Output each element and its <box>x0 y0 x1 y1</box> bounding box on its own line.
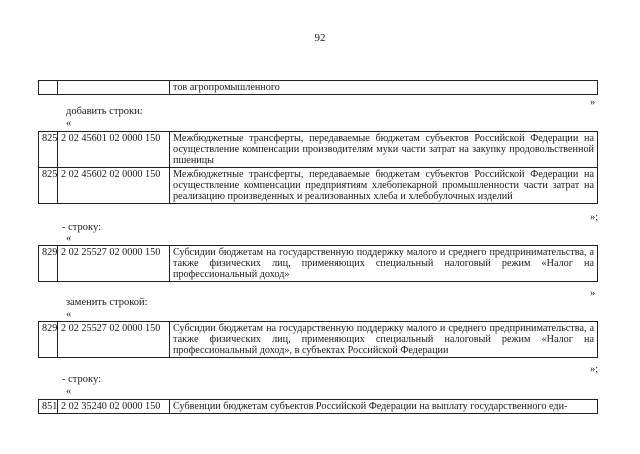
row-number-cell: 829 <box>39 246 58 282</box>
row-code-cell <box>58 81 170 95</box>
table-row <box>39 168 598 204</box>
table-row <box>39 132 598 168</box>
instruction-row: - строку: <box>62 222 101 233</box>
closing-quote: » <box>590 97 596 108</box>
table-fragment-bottom <box>38 399 598 414</box>
table-row <box>39 322 598 358</box>
row-number-cell: 825 <box>39 168 58 204</box>
table-replacement-row <box>38 321 598 358</box>
row-code-cell: 2 02 25527 02 0000 150 <box>58 322 170 358</box>
row-number-cell: 829 <box>39 322 58 358</box>
row-description-cell: тов агропромышленного <box>170 81 598 95</box>
row-description-cell: Субвенции бюджетам субъектов Российской Федерации на выплату государственного еди- <box>170 400 598 414</box>
row-code-cell: 2 02 25527 02 0000 150 <box>58 246 170 282</box>
page-number: 92 <box>314 32 326 44</box>
row-number-cell: 851 <box>39 400 58 414</box>
row-description-cell: Субсидии бюджетам на государственную поддержку малого и среднего предпринимательства, а также физических лиц, применяющих специальный налоговый режим «Налог на профессиональный доход» <box>170 246 598 282</box>
instruction-add-rows: добавить строки: <box>66 106 143 117</box>
row-code-cell: 2 02 45601 02 0000 150 <box>58 132 170 168</box>
row-code-cell: 2 02 45602 02 0000 150 <box>58 168 170 204</box>
opening-quote: « <box>66 309 72 320</box>
table-row-to-replace <box>38 245 598 282</box>
row-description-cell: Межбюджетные трансферты, передаваемые бюджетам субъектов Российской Федерации на осуществление компенсации производителям муки части затрат на закупку продовольственной пшеницы <box>170 132 598 168</box>
row-description-cell: Субсидии бюджетам на государственную поддержку малого и среднего предпринимательства, а также физических лиц, применяющих специальный налоговый режим «Налог на профессиональный доход», в субъектах Российской Федерации <box>170 322 598 358</box>
table-fragment-top <box>38 80 598 95</box>
closing-quote-semicolon: »; <box>590 364 599 375</box>
closing-quote-semicolon: »; <box>590 212 599 223</box>
instruction-replace: заменить строкой: <box>66 297 148 308</box>
table-added-rows <box>38 131 598 204</box>
opening-quote: « <box>66 386 72 397</box>
row-number-cell <box>39 81 58 95</box>
opening-quote: « <box>66 233 72 244</box>
table-row <box>39 246 598 282</box>
table-row <box>39 81 598 95</box>
table-row <box>39 400 598 414</box>
closing-quote: » <box>590 288 596 299</box>
instruction-row: - строку: <box>62 374 101 385</box>
row-code-cell: 2 02 35240 02 0000 150 <box>58 400 170 414</box>
opening-quote: « <box>66 118 72 129</box>
row-description-cell: Межбюджетные трансферты, передаваемые бюджетам субъектов Российской Федерации на осуществление компенсации предприятиям хлебопекарной промышленности части затрат на реализацию произведенных и реализованных хлеба и хлебобулочных изделий <box>170 168 598 204</box>
row-number-cell: 825 <box>39 132 58 168</box>
